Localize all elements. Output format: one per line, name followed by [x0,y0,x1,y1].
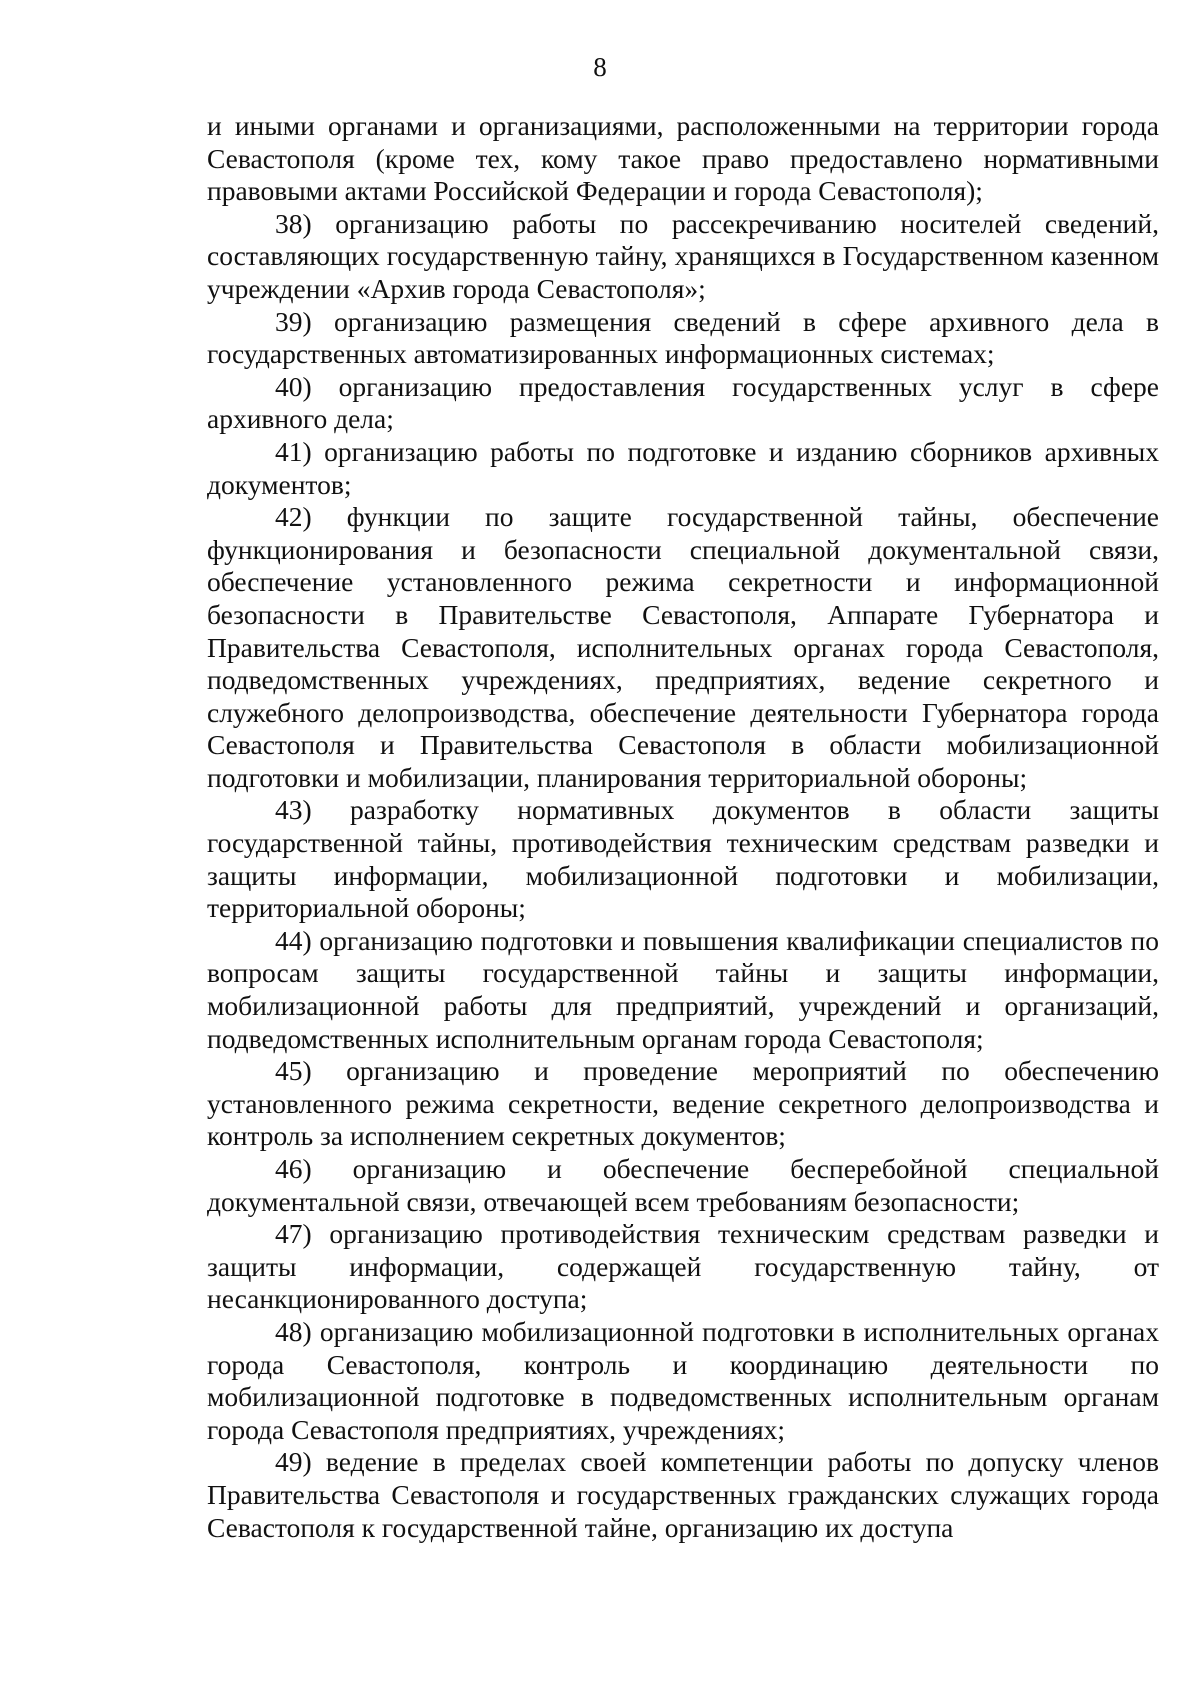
list-item-38: 38) организацию работы по рассекречиванию носителей сведений, составляющих государственную тайну, хранящихся в Государственном казенном учреждении «Архив города Севастополя»; [207,207,1159,304]
list-item-48: 48) организацию мобилизационной подготовки в исполнительных органах города Севастополя, контроль и координацию деятельности по мобилизационной подготовке в подведомственных исполнительным органам города Севастополя предприятиях, учреждениях; [207,1315,1159,1445]
document-body [207,110,1159,1544]
list-item-39: 39) организацию размещения сведений в сфере архивного дела в государственных автоматизированных информационных системах; [207,305,1159,370]
list-item-45: 45) организацию и проведение мероприятий по обеспечению установленного режима секретности, ведение секретного делопроизводства и контроль за исполнением секретных документов; [207,1055,1159,1152]
list-item-43: 43) разработку нормативных документов в области защиты государственной тайны, противодействия техническим средствам разведки и защиты информации, мобилизационной подготовки и мобилизации, территориальной обороны; [207,794,1159,924]
page-number: 8 [593,52,607,82]
list-item-49: 49) ведение в пределах своей компетенции работы по допуску членов Правительства Севастополя и государственных гражданских служащих города Севастополя к государственной тайне, организацию их доступа [207,1446,1159,1543]
list-item-44: 44) организацию подготовки и повышения квалификации специалистов по вопросам защиты государственной тайны и защиты информации, мобилизационной работы для предприятий, учреждений и организаций, подведомственных исполнительным органам города Севастополя; [207,924,1159,1054]
list-item-40: 40) организацию предоставления государственных услуг в сфере архивного дела; [207,370,1159,435]
list-item-41: 41) организацию работы по подготовке и изданию сборников архивных документов; [207,435,1159,500]
list-item-42: 42) функции по защите государственной тайны, обеспечение функционирования и безопасности специальной документальной связи, обеспечение установленного режима секретности и информационной безопасности в Правительстве Севастополя, Аппарате Губернатора и Правительства Севастополя, исполнительных органах города Севастополя, подведомственных учреждениях, предприятиях, ведение секретного и служебного делопроизводства, обеспечение деятельности Губернатора города Севастополя и Правительства Севастополя в области мобилизационной подготовки и мобилизации, планирования территориальной обороны; [207,501,1159,793]
list-item-47: 47) организацию противодействия техническим средствам разведки и защиты информации, содержащей государственную тайну, от несанкционированного доступа; [207,1218,1159,1315]
paragraph-continuation: и иными органами и организациями, расположенными на территории города Севастополя (кроме тех, кому такое право предоставлено нормативными правовыми актами Российской Федерации и города Севастополя); [207,110,1159,207]
list-item-46: 46) организацию и обеспечение бесперебойной специальной документальной связи, отвечающей всем требованиям безопасности; [207,1153,1159,1217]
